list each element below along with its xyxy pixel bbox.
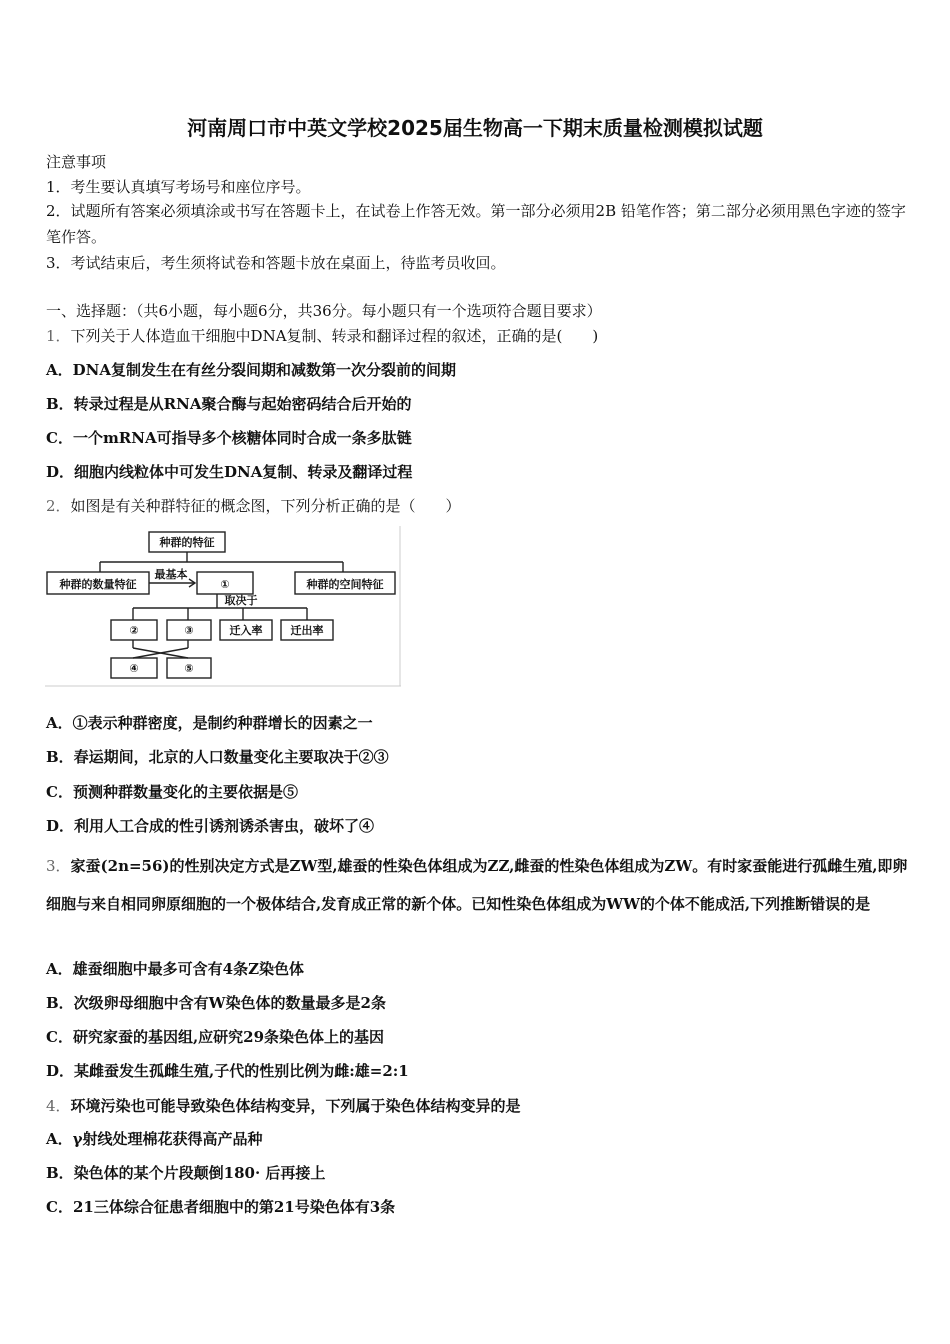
question-stem: 家蚕(2n=56)的性别决定方式是ZW型,雄蚕的性染色体组成为ZZ,雌蚕的性染色体组成为ZW。有时家蚕能进行孤雌生殖,即卵细胞与来自相同卵原细胞的一个极体结合,发育成正常的新个体。已知性染色体组成为WW的个体不能成活,下列推断错误的是 <box>46 857 908 913</box>
section-heading: 一、选择题：（共6小题，每小题6分，共36分。每小题只有一个选项符合题目要求） <box>46 302 602 320</box>
notice-item: 3．考试结束后，考生须将试卷和答题卡放在桌面上，待监考员收回。 <box>46 254 506 272</box>
question-number: 2． <box>46 497 71 515</box>
option-d: D．利用人工合成的性引诱剂诱杀害虫，破坏了④ <box>46 817 375 835</box>
option-a: A．雄蚕细胞中最多可含有4条Z染色体 <box>46 960 305 978</box>
population-concept-diagram <box>45 526 401 688</box>
option-b: B．染色体的某个片段颠倒180· 后再接上 <box>46 1164 326 1182</box>
label-row2-1: ② <box>129 624 139 637</box>
option-d: D．某雌蚕发生孤雌生殖,子代的性别比例为雌:雄=2:1 <box>46 1062 409 1080</box>
label-row2-4: 迁出率 <box>290 624 324 637</box>
notice-item: 1．考生要认真填写考场号和座位序号。 <box>46 178 311 196</box>
notice-heading: 注意事项 <box>46 153 107 171</box>
option-a: A．①表示种群密度，是制约种群增长的因素之一 <box>46 714 373 732</box>
label-row3-2: ⑤ <box>184 662 194 675</box>
option-c: C．21三体综合征患者细胞中的第21号染色体有3条 <box>46 1198 396 1216</box>
option-c: C．研究家蚕的基因组,应研究29条染色体上的基因 <box>46 1028 385 1046</box>
question-3 <box>46 847 908 923</box>
question-2 <box>46 496 461 516</box>
option-a: A．γ射线处理棉花获得高产品种 <box>46 1130 263 1148</box>
question-number: 4． <box>46 1097 71 1115</box>
label-depends: 取决于 <box>224 594 258 607</box>
question-stem: 如图是有关种群特征的概念图，下列分析正确的是（ ） <box>70 497 461 515</box>
option-c: C．预测种群数量变化的主要依据是⑤ <box>46 783 298 801</box>
page-title: 河南周口市中英文学校2025届生物高一下期末质量检测模拟试题 <box>187 116 763 140</box>
label-right: 种群的空间特征 <box>306 578 384 591</box>
question-4 <box>46 1096 521 1116</box>
option-c: C．一个mRNA可指导多个核糖体同时合成一条多肽链 <box>46 429 412 447</box>
option-a: A．DNA复制发生在有丝分裂间期和减数第一次分裂前的间期 <box>46 361 456 379</box>
question-stem: 下列关于人体造血干细胞中DNA复制、转录和翻译过程的叙述，正确的是( ) <box>70 327 599 345</box>
label-row2-3: 迁入率 <box>229 624 263 637</box>
option-b: B．春运期间，北京的人口数量变化主要取决于②③ <box>46 748 389 766</box>
question-stem: 环境污染也可能导致染色体结构变异，下列属于染色体结构变异的是 <box>70 1097 521 1115</box>
label-row2-2: ③ <box>184 624 194 637</box>
question-number: 3． <box>46 857 71 875</box>
label-center: ① <box>220 578 230 591</box>
question-1 <box>46 326 598 346</box>
label-arrow: 最基本 <box>154 568 188 581</box>
option-b: B．转录过程是从RNA聚合酶与起始密码结合后开始的 <box>46 395 412 413</box>
option-b: B．次级卵母细胞中含有W染色体的数量最多是2条 <box>46 994 386 1012</box>
question-number: 1． <box>46 327 71 345</box>
diagram-svg <box>45 526 401 688</box>
notice-item: 2．试题所有答案必须填涂或书写在答题卡上，在试卷上作答无效。第一部分必须用2B 铅笔作答；第二部分必须用黑色字迹的签字笔作答。 <box>46 202 906 246</box>
label-top: 种群的特征 <box>159 536 215 549</box>
label-row3-1: ④ <box>129 662 139 675</box>
option-d: D．细胞内线粒体中可发生DNA复制、转录及翻译过程 <box>46 463 413 481</box>
label-left: 种群的数量特征 <box>59 578 137 591</box>
